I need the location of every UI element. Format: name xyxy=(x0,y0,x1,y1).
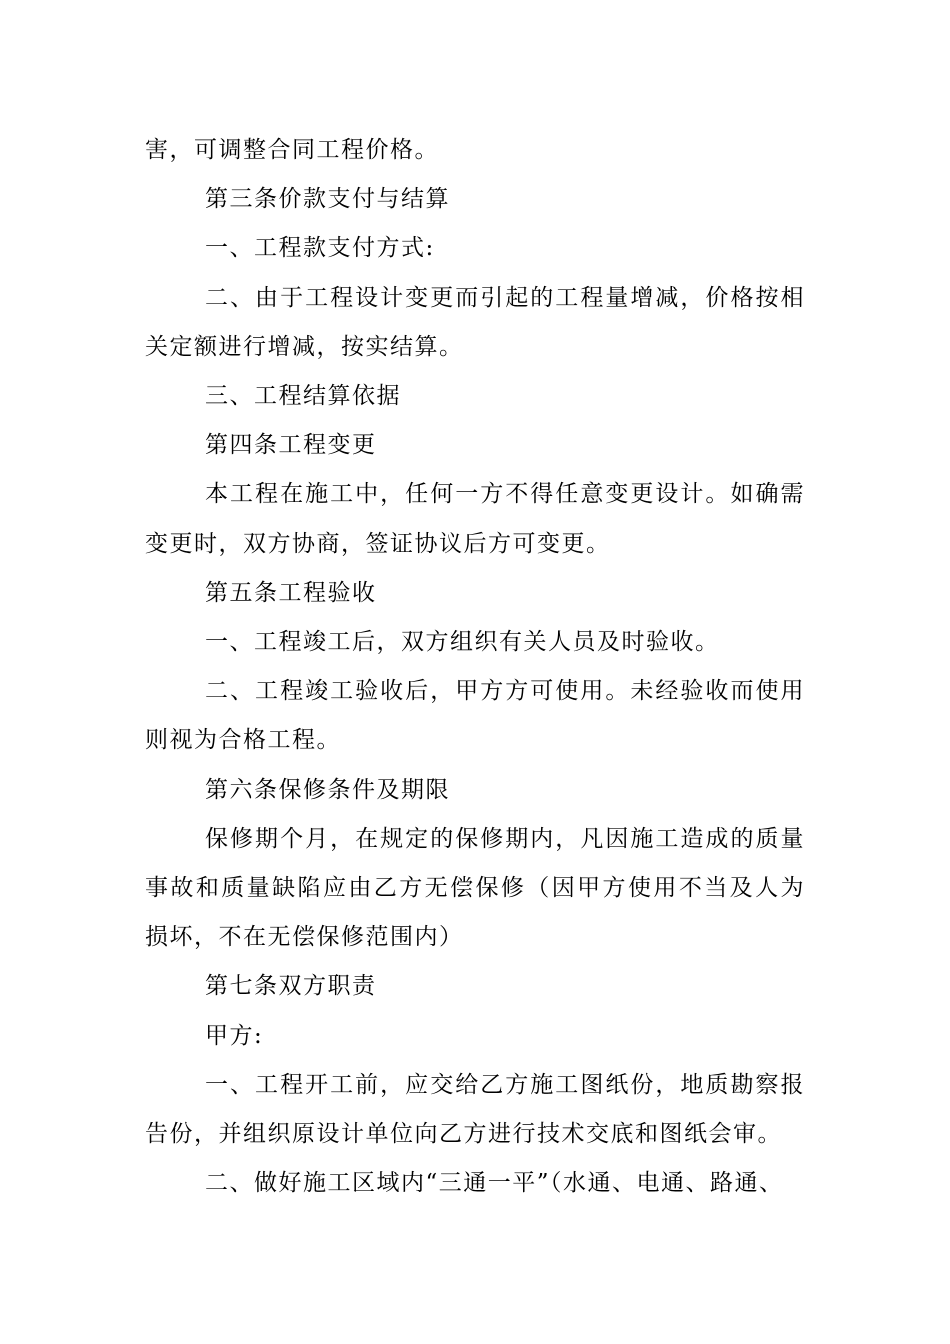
paragraph: 三、工程结算依据 xyxy=(205,383,401,410)
paragraph: 甲方: xyxy=(205,1022,264,1049)
paragraph: 二、工程竣工验收后，甲方方可使用。未经验收而使用则视为合格工程。 xyxy=(145,678,805,754)
section-heading: 第四条工程变更 xyxy=(205,432,377,459)
paragraph: 二、由于工程设计变更而引起的工程量增减，价格按相关定额进行增减，按实结算。 xyxy=(145,284,805,360)
paragraph: 一、工程竣工后，双方组织有关人员及时验收。 xyxy=(205,629,720,656)
paragraph: 本工程在施工中，任何一方不得任意变更设计。如确需变更时，双方协商，签证协议后方可变更。 xyxy=(145,481,805,557)
section-heading: 第七条双方职责 xyxy=(205,973,377,1000)
section-heading: 第六条保修条件及期限 xyxy=(205,776,450,803)
document-page xyxy=(145,126,805,1208)
paragraph: 害，可调整合同工程价格。 xyxy=(145,137,439,163)
paragraph: 保修期个月，在规定的保修期内，凡因施工造成的质量事故和质量缺陷应由乙方无偿保修（因甲方使用不当及人为损坏，不在无偿保修范围内） xyxy=(145,825,805,951)
paragraph: 二、做好施工区域内“三通一平”（水通、电通、路通、 xyxy=(205,1170,784,1197)
section-heading: 第三条价款支付与结算 xyxy=(205,186,450,213)
section-heading: 第五条工程验收 xyxy=(205,579,377,606)
paragraph: 一、工程款支付方式: xyxy=(205,235,435,262)
paragraph: 一、工程开工前，应交给乙方施工图纸份，地质勘察报告份，并组织原设计单位向乙方进行技术交底和图纸会审。 xyxy=(145,1071,805,1148)
